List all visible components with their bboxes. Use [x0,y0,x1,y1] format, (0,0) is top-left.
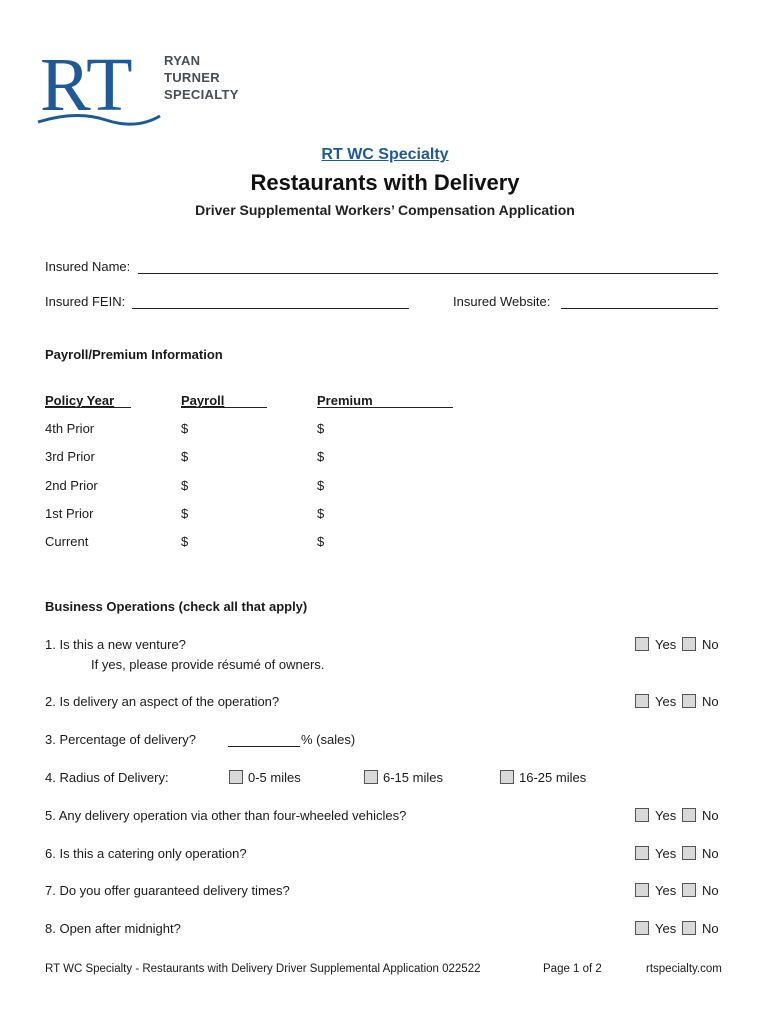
question-6: 6. Is this a catering only operation? [45,846,247,861]
q1-no-checkbox[interactable] [682,637,696,651]
company-name-line-3: SPECIALTY [164,87,239,102]
q2-no-label: No [702,694,719,709]
q6-yes-label: Yes [655,846,677,861]
page-subtitle: Driver Supplemental Workers’ Compensation Application [195,202,575,218]
row-premium[interactable]: $ [317,421,325,436]
header-underline-year [45,407,131,408]
radius-16-25-checkbox[interactable] [500,770,514,784]
q7-no-checkbox[interactable] [682,883,696,897]
row-policy-year: 1st Prior [45,506,94,521]
q6-no-label: No [702,846,719,861]
page-title: Restaurants with Delivery [250,170,520,195]
company-name-line-2: TURNER [164,70,220,85]
question-1-note: If yes, please provide résumé of owners. [91,657,325,672]
radius-0-5-checkbox[interactable] [229,770,243,784]
row-premium[interactable]: $ [317,534,325,549]
q8-no-checkbox[interactable] [682,921,696,935]
q6-no-checkbox[interactable] [682,846,696,860]
svg-text:RT: RT [40,43,133,127]
q2-no-checkbox[interactable] [682,694,696,708]
row-payroll[interactable]: $ [181,449,189,464]
company-name [164,52,239,103]
company-name-line-1: RYAN [164,53,201,68]
question-1: 1. Is this a new venture? [45,637,186,652]
q5-no-label: No [702,808,719,823]
question-7: 7. Do you offer guaranteed delivery times? [45,883,290,898]
insured-website-field[interactable] [561,308,718,309]
radius-0-5-label: 0-5 miles [248,770,301,785]
q8-no-label: No [702,921,719,936]
q1-yes-checkbox[interactable] [635,637,649,651]
question-8: 8. Open after midnight? [45,921,181,936]
radius-6-15-checkbox[interactable] [364,770,378,784]
q6-yes-checkbox[interactable] [635,846,649,860]
row-policy-year: 3rd Prior [45,449,95,464]
header-premium: Premium [317,393,373,408]
q7-no-label: No [702,883,719,898]
row-payroll[interactable]: $ [181,506,189,521]
q8-yes-checkbox[interactable] [635,921,649,935]
header-payroll: Payroll [181,393,225,408]
q2-yes-label: Yes [655,694,677,709]
q2-yes-checkbox[interactable] [635,694,649,708]
row-policy-year: 2nd Prior [45,478,98,493]
q7-yes-checkbox[interactable] [635,883,649,897]
footer-document-name: RT WC Specialty - Restaurants with Delivery Driver Supplemental Application 022522 [45,963,481,975]
operations-section-title: Business Operations (check all that apply) [45,599,308,614]
question-3: 3. Percentage of delivery? [45,732,197,747]
q5-yes-checkbox[interactable] [635,808,649,822]
insured-fein-field[interactable] [132,308,409,309]
radius-6-15-label: 6-15 miles [383,770,443,785]
question-3-suffix: % (sales) [301,732,356,747]
question-5: 5. Any delivery operation via other than four-wheeled vehicles? [45,808,407,823]
header-policy-year: Policy Year [45,393,115,408]
radius-16-25-label: 16-25 miles [519,770,587,785]
row-payroll[interactable]: $ [181,478,189,493]
insured-name-field[interactable] [138,273,718,274]
question-2: 2. Is delivery an aspect of the operation? [45,694,280,709]
q5-yes-label: Yes [655,808,677,823]
row-policy-year: Current [45,534,89,549]
delivery-percentage-field[interactable] [228,746,300,747]
header-underline-premium [317,407,453,408]
question-4: 4. Radius of Delivery: [45,770,169,785]
q7-yes-label: Yes [655,883,677,898]
q1-yes-label: Yes [655,637,677,652]
q1-no-label: No [702,637,719,652]
footer-website: rtspecialty.com [646,963,722,975]
payroll-section-title: Payroll/Premium Information [45,347,223,362]
q8-yes-label: Yes [655,921,677,936]
insured-website-label: Insured Website: [453,294,551,309]
row-payroll[interactable]: $ [181,534,189,549]
row-policy-year: 4th Prior [45,421,95,436]
q5-no-checkbox[interactable] [682,808,696,822]
row-premium[interactable]: $ [317,449,325,464]
header-underline-payroll [181,407,267,408]
row-premium[interactable]: $ [317,506,325,521]
insured-fein-label: Insured FEIN: [45,294,126,309]
insured-name-label: Insured Name: [45,259,131,274]
program-name: RT WC Specialty [321,146,449,163]
footer-page-number: Page 1 of 2 [543,963,602,975]
row-premium[interactable]: $ [317,478,325,493]
row-payroll[interactable]: $ [181,421,189,436]
